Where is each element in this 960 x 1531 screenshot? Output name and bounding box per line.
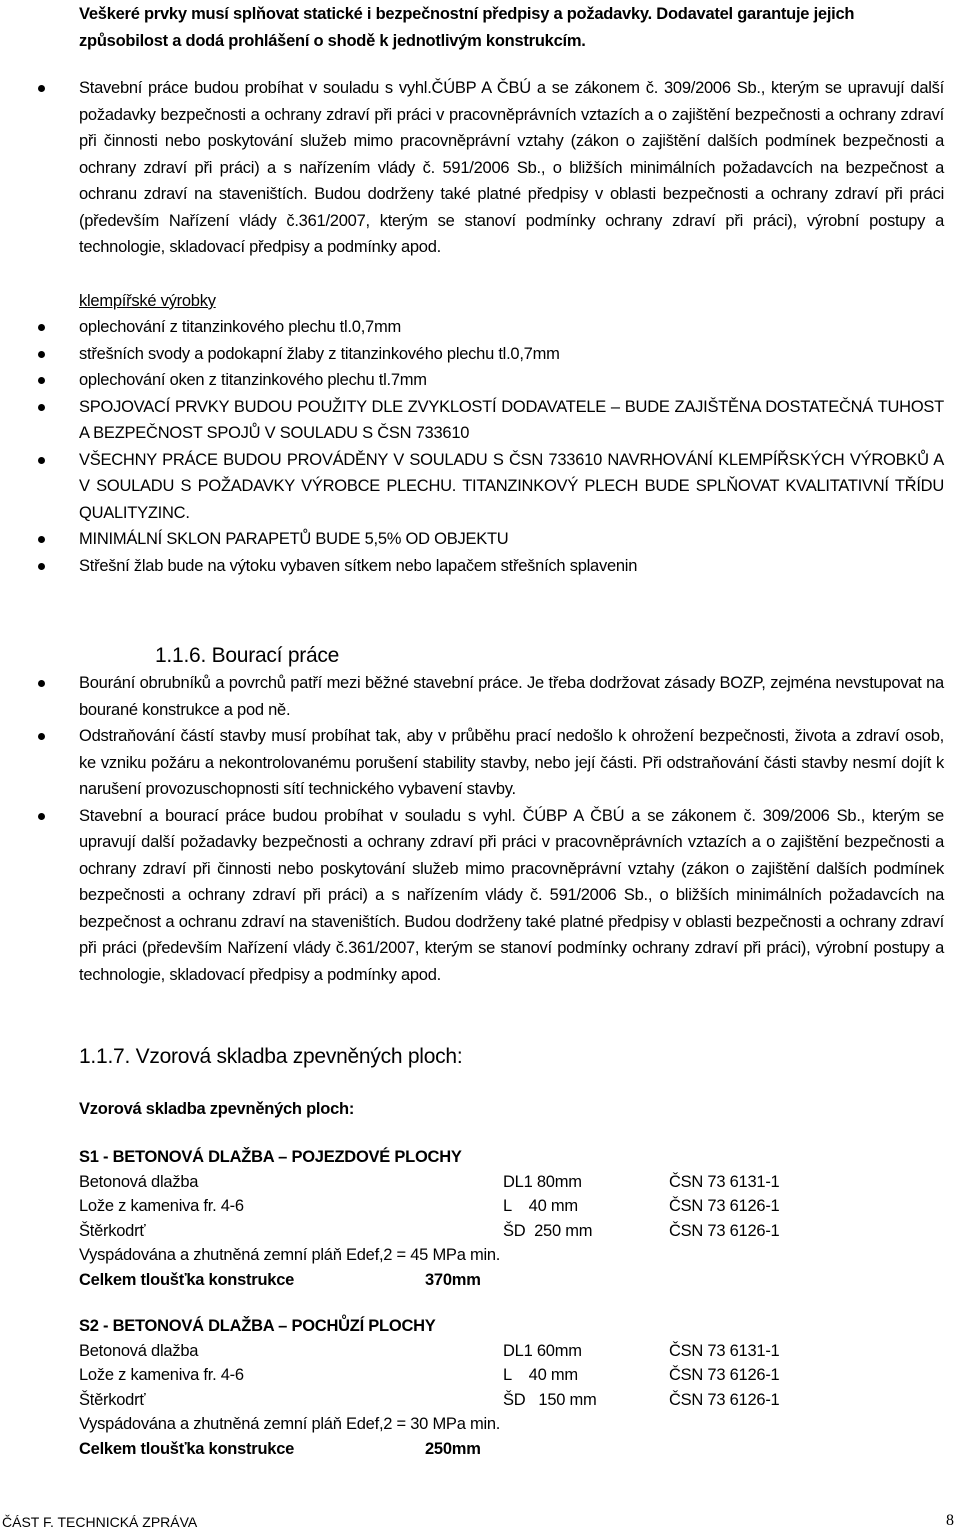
table-row xyxy=(79,1388,944,1413)
subgrade-note: Vyspádována a zhutněná zemní pláň Edef,2 = 30 MPa min. xyxy=(79,1415,501,1433)
total-value: 370mm xyxy=(425,1270,481,1289)
section-heading-bourani: 1.1.6. Bourací práce xyxy=(155,644,340,667)
composition-title: S1 - BETONOVÁ DLAŽBA – POJEZDOVÉ PLOCHY xyxy=(79,1148,462,1166)
table-row xyxy=(79,1339,944,1364)
layer-norm: ČSN 73 6131-1 xyxy=(669,1172,780,1191)
subgrade-note: Vyspádována a zhutněná zemní pláň Edef,2 = 45 MPa min. xyxy=(79,1246,501,1264)
list-item: Střešní žlab bude na výtoku vybaven sítkem nebo lapačem střešních splavenin xyxy=(79,553,944,580)
layer-name: Štěrkodrť xyxy=(79,1390,146,1409)
total-label: Celkem tloušťka konstrukce xyxy=(79,1270,295,1289)
list-item: MINIMÁLNÍ SKLON PARAPETŮ BUDE 5,5% OD OBJEKTU xyxy=(79,526,944,553)
list-item: VŠECHNY PRÁCE BUDOU PROVÁDĚNY V SOULADU S ČSN 733610 NAVRHOVÁNÍ KLEMPÍŘSKÝCH VÝROBKŮ A V SOULADU S POŽADAVKY VÝROBCE PLECHU. TITANZINKOVÝ PLECH BUDE SPLŇOVAT KVALITATIVNÍ TŘÍDU QUALITYZINC. xyxy=(79,447,944,527)
layer-thickness: DL1 60mm xyxy=(503,1341,582,1360)
table-row xyxy=(79,1363,944,1388)
bourani-list xyxy=(79,670,944,988)
composition-s1 xyxy=(79,1145,944,1292)
layer-name: Betonová dlažba xyxy=(79,1172,199,1191)
page-footer-title: ČÁST F. TECHNICKÁ ZPRÁVA xyxy=(2,1514,198,1530)
layer-name: Lože z kameniva fr. 4-6 xyxy=(79,1197,244,1215)
layer-name: Betonová dlažba xyxy=(79,1341,199,1360)
composition-title: S2 - BETONOVÁ DLAŽBA – POCHŮZÍ PLOCHY xyxy=(79,1317,436,1335)
layer-norm: ČSN 73 6126-1 xyxy=(669,1221,780,1240)
table-row xyxy=(79,1170,944,1195)
intro-statement: Veškeré prvky musí splňovat statické i bezpečnostní předpisy a požadavky. Dodavatel garantuje jejich způsobilost a dodá prohlášení o shodě k jednotlivým konstrukcím. xyxy=(79,5,855,50)
list-item: SPOJOVACÍ PRVKY BUDOU POUŽITY DLE ZVYKLOSTÍ DODAVATELE – BUDE ZAJIŠTĚNA DOSTATEČNÁ TUHOST A BEZPEČNOST SPOJŮ V SOULADU S ČSN 733610 xyxy=(79,394,944,447)
list-item: Bourání obrubníků a povrchů patří mezi běžné stavební práce. Je třeba dodržovat zásady BOZP, zejména nevstupovat na bourané konstrukce a pod ně. xyxy=(79,670,944,723)
skladba-subheading: Vzorová skladba zpevněných ploch: xyxy=(79,1100,355,1118)
list-item: Stavební práce budou probíhat v souladu s vyhl.ČÚBP A ČBÚ a se zákonem č. 309/2006 Sb., kterým se upravují další požadavky bezpečnosti a ochrany zdraví při práci v pracovněprávních vztazích a o zajištění bezpečnosti a ochrany zdraví při činnosti nebo poskytování služeb mimo pracovněprávní vztahy (zákon o zajištění dalších podmínek bezpečnosti a ochrany zdraví při práci) a s nařízením vlády č. 591/2006 Sb., o bližších minimálních požadavcích na bezpečnost a ochranu zdraví na staveništích. Budou dodrženy také platné předpisy v oblasti bezpečnosti a ochrany zdraví při práci (především Nařízení vlády č.361/2007, kterým se stanoví podmínky ochrany zdraví při práci), výrobní postupy a technologie, skladovací předpisy a podmínky apod. xyxy=(79,75,944,261)
intro-bullet-list xyxy=(79,75,944,261)
page-number: 8 xyxy=(946,1512,954,1529)
total-thickness-row xyxy=(79,1437,944,1462)
klempir-heading: klempířské výrobky xyxy=(79,292,216,310)
klempir-list xyxy=(79,314,944,579)
layer-name: Lože z kameniva fr. 4-6 xyxy=(79,1366,244,1384)
layer-thickness: ŠD 150 mm xyxy=(503,1390,597,1409)
layer-norm: ČSN 73 6126-1 xyxy=(669,1197,780,1215)
list-item: střešních svody a podokapní žlaby z titanzinkového plechu tl.0,7mm xyxy=(79,341,944,368)
list-item: Stavební a bourací práce budou probíhat v souladu s vyhl. ČÚBP A ČBÚ a se zákonem č. 309/2006 Sb., kterým se upravují další požadavky bezpečnosti a ochrany zdraví při práci v pracovněprávních vztazích a o zajištění bezpečnosti a ochrany zdraví při činnosti nebo poskytování služeb mimo pracovněprávní vztahy (zákon o zajištění dalších podmínek bezpečnosti a ochrany zdraví při práci) a s nařízením vlády č. 591/2006 Sb., o bližších minimálních požadavcích na bezpečnost a ochranu zdraví na staveništích. Budou dodrženy také platné předpisy v oblasti bezpečnosti a ochrany zdraví při práci (především Nařízení vlády č.361/2007, kterým se stanoví podmínky ochrany zdraví při práci), výrobní postupy a technologie, skladovací předpisy a podmínky apod. xyxy=(79,803,944,989)
table-row xyxy=(79,1194,944,1219)
layer-thickness: L 40 mm xyxy=(503,1197,578,1215)
total-label: Celkem tloušťka konstrukce xyxy=(79,1439,295,1458)
layer-thickness: ŠD 250 mm xyxy=(503,1221,593,1240)
layer-norm: ČSN 73 6126-1 xyxy=(669,1366,780,1384)
table-row xyxy=(79,1219,944,1244)
list-item: oplechování z titanzinkového plechu tl.0,7mm xyxy=(79,314,944,341)
total-thickness-row xyxy=(79,1268,944,1293)
layer-name: Štěrkodrť xyxy=(79,1221,146,1240)
layer-norm: ČSN 73 6126-1 xyxy=(669,1390,780,1409)
list-item: oplechování oken z titanzinkového plechu tl.7mm xyxy=(79,367,944,394)
list-item: Odstraňování částí stavby musí probíhat tak, aby v průběhu prací nedošlo k ohrožení bezpečnosti, života a zdraví osob, ke vzniku požáru a nekontrolovanému porušení stability stavby, nebo její části. Při odstraňování části stavby nesmí dojít k narušení provozuschopnosti sítí technického vybavení stavby. xyxy=(79,723,944,803)
layer-norm: ČSN 73 6131-1 xyxy=(669,1341,780,1360)
total-value: 250mm xyxy=(425,1439,481,1458)
section-heading-skladba: 1.1.7. Vzorová skladba zpevněných ploch: xyxy=(79,1045,463,1068)
layer-thickness: L 40 mm xyxy=(503,1366,578,1384)
composition-s2 xyxy=(79,1314,944,1461)
layer-thickness: DL1 80mm xyxy=(503,1172,582,1191)
